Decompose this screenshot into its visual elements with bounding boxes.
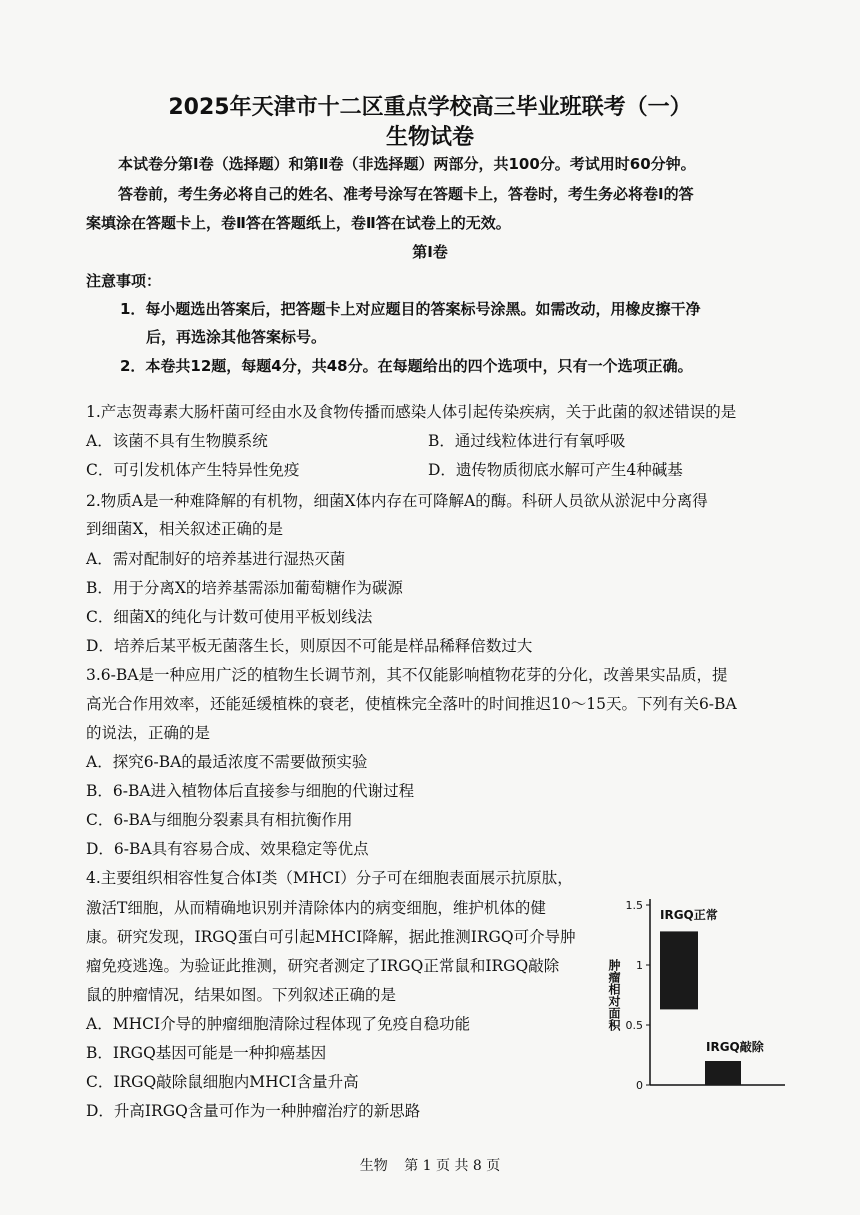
intro-line-1: 本试卷分第Ⅰ卷（选择题）和第Ⅱ卷（非选择题）两部分，共100分。考试用时60分钟。 — [118, 155, 696, 173]
q2-option-a: A．需对配制好的培养基进行湿热灭菌 — [86, 550, 346, 568]
q4-option-c: C．IRGQ敲除鼠细胞内MHCI含量升高 — [86, 1073, 359, 1091]
y-tick-label: 1.5 — [625, 899, 643, 912]
bar-2 — [705, 1061, 741, 1085]
q4-stem-line-3: 康。研究发现，IRGQ蛋白可引起MHCI降解，据此推测IRGQ可介导肿 — [86, 928, 576, 946]
notes-label: 注意事项： — [86, 272, 162, 290]
q4-option-d: D．升高IRGQ含量可作为一种肿瘤治疗的新思路 — [86, 1102, 421, 1120]
q1-stem: 1.产志贺毒素大肠杆菌可经由水及食物传播而感染人体引起传染疾病，关于此菌的叙述错误的是 — [86, 403, 737, 421]
q4-stem-line-4: 瘤免疫逃逸。为验证此推测，研究者测定了IRGQ正常鼠和IRGQ敲除 — [86, 957, 560, 975]
bar-1 — [660, 931, 698, 1009]
page-footer — [0, 1155, 860, 1175]
intro-line-3: 案填涂在答题卡上，卷Ⅱ答在答题纸上，卷Ⅱ答在试卷上的无效。 — [86, 214, 511, 232]
q1-option-b: B．通过线粒体进行有氧呼吸 — [428, 432, 626, 450]
q3-option-a: A．探究6-BA的最适浓度不需要做预实验 — [86, 753, 368, 771]
y-tick-label: 0.5 — [625, 1019, 643, 1032]
footer-subject: 生物 — [359, 1158, 388, 1174]
q3-stem-line-3: 的说法，正确的是 — [86, 724, 211, 742]
note-1-line-1: 1．每小题选出答案后，把答题卡上对应题目的答案标号涂黑。如需改动，用橡皮擦干净 — [120, 300, 701, 318]
q2-option-d: D．培养后某平板无菌落生长，则原因不可能是样品稀释倍数过大 — [86, 637, 533, 655]
q1-option-c: C．可引发机体产生特异性免疫 — [86, 461, 300, 479]
q3-option-d: D．6-BA具有容易合成、效果稳定等优点 — [86, 840, 369, 858]
exam-subtitle: 生物试卷 — [385, 125, 474, 150]
intro-line-2: 答卷前，考生务必将自己的姓名、准考号涂写在答题卡上，答卷时，考生务必将卷Ⅰ的答 — [118, 185, 694, 203]
bar-label-2: IRGQ敲除 — [706, 1040, 764, 1054]
y-axis-label: 肿瘤相对面积 — [607, 959, 621, 1031]
q4-stem-line-1: 4.主要组织相容性复合体Ⅰ类（MHCI）分子可在细胞表面展示抗原肽， — [86, 869, 573, 887]
bar-label-1: IRGQ正常 — [660, 908, 718, 922]
note-1-line-2: 后，再选涂其他答案标号。 — [146, 328, 327, 346]
note-2: 2．本卷共12题，每题4分，共48分。在每题给出的四个选项中，只有一个选项正确。 — [120, 357, 693, 375]
q2-stem-line-2: 到细菌X，相关叙述正确的是 — [86, 520, 284, 538]
footer-page-info: 第 1 页 共 8 页 — [404, 1158, 501, 1174]
q3-option-b: B．6-BA进入植物体后直接参与细胞的代谢过程 — [86, 782, 415, 800]
q3-stem-line-1: 3.6-BA是一种应用广泛的植物生长调节剂，其不仅能影响植物花芽的分化，改善果实品质，提 — [86, 666, 728, 684]
q2-option-b: B．用于分离X的培养基需添加葡萄糖作为碳源 — [86, 579, 403, 597]
q4-stem-line-5: 鼠的肿瘤情况，结果如图。下列叙述正确的是 — [86, 986, 397, 1004]
q1-option-d: D．遗传物质彻底水解可产生4种碱基 — [428, 461, 683, 479]
q2-option-c: C．细菌X的纯化与计数可使用平板划线法 — [86, 608, 373, 626]
q3-option-c: C．6-BA与细胞分裂素具有相抗衡作用 — [86, 811, 353, 829]
y-tick-label: 1 — [636, 959, 643, 972]
tumor-area-chart — [600, 885, 800, 1100]
q1-option-a: A．该菌不具有生物膜系统 — [86, 432, 268, 450]
section-title: 第Ⅰ卷 — [412, 243, 448, 261]
q3-stem-line-2: 高光合作用效率，还能延缓植株的衰老，使植株完全落叶的时间推迟10～15天。下列有关6-BA — [86, 695, 737, 713]
y-tick-label: 0 — [636, 1079, 643, 1092]
q4-option-b: B．IRGQ基因可能是一种抑癌基因 — [86, 1044, 327, 1062]
q2-stem-line-1: 2.物质A是一种难降解的有机物，细菌X体内存在可降解A的酶。科研人员欲从淤泥中分离得 — [86, 492, 708, 510]
q4-option-a: A．MHCI介导的肿瘤细胞清除过程体现了免疫自稳功能 — [86, 1015, 471, 1033]
q4-stem-line-2: 激活T细胞，从而精确地识别并清除体内的病变细胞，维护机体的健 — [86, 899, 546, 917]
exam-title: 2025年天津市十二区重点学校高三毕业班联考（一） — [168, 95, 692, 120]
